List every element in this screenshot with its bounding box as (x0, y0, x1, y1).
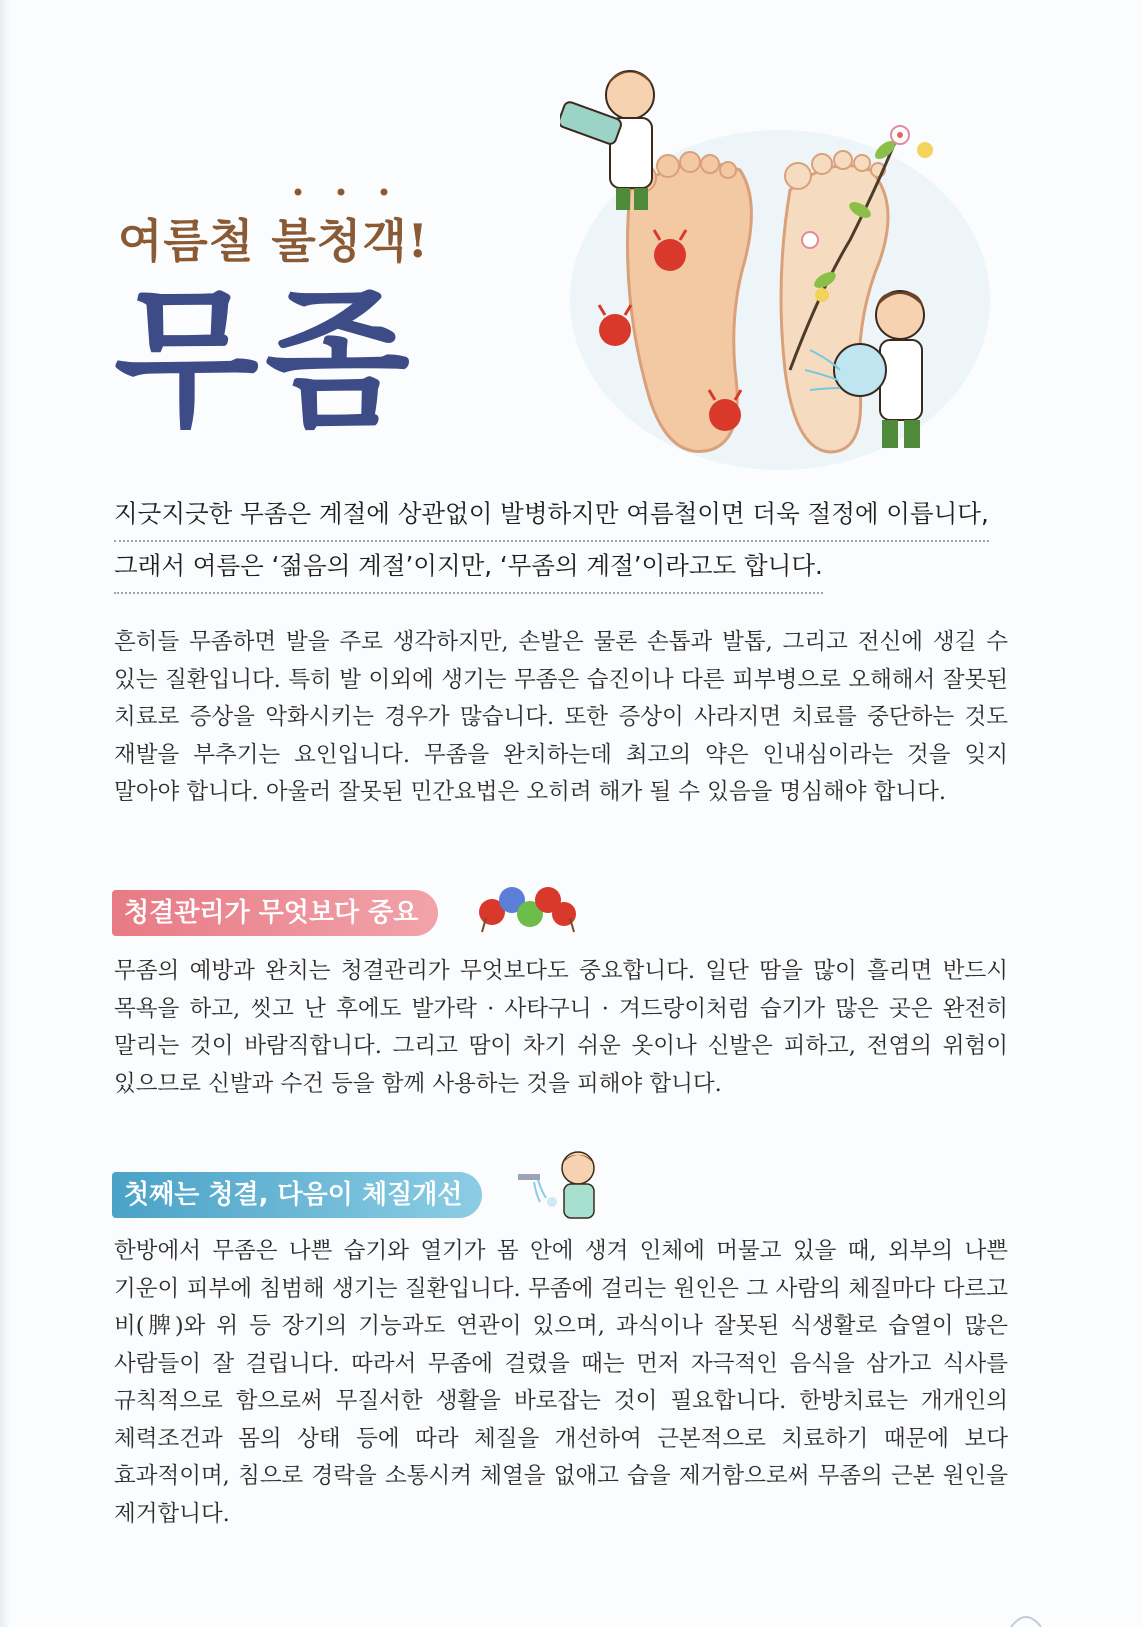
page-edge (0, 0, 10, 1627)
lead-paragraph (114, 490, 1014, 594)
lead-line: 그래서 여름은 ‘젊음의 계절’이지만, ‘무좀의 계절’이라고도 합니다. (114, 542, 823, 594)
lead-line: 지긋지긋한 무좀은 계절에 상관없이 발병하지만 여름철이면 더욱 절정에 이릅니다, (114, 490, 989, 542)
doctor-with-tube-illustration (560, 71, 654, 210)
section-heading-hygiene: 청결관리가 무엇보다 중요 (112, 890, 438, 936)
kicker-heading: 여름철 불청객! (118, 214, 429, 268)
emphasis-dots (292, 186, 402, 198)
germ-group-illustration (472, 872, 580, 940)
section-heading-constitution: 첫째는 청결, 다음이 체질개선 (112, 1172, 482, 1218)
intro-paragraph: 흔히들 무좀하면 발을 주로 생각하지만, 손발은 물론 손톱과 발톱, 그리고 전신에 생길 수 있는 질환입니다. 특히 발 이외에 생기는 무좀은 습진이나 다른 피부병으로 오해해서 잘못된 치료로 증상을 악화시키는 경우가 많습니다. 또한 증상이 사라지면 치료를 중단하는 것도 재발을 부추기는 요인입니다. 무좀을 완치하는데 최고의 약은 인내심이라는 것을 잊지 말아야 합니다. 아울러 잘못된 민간요법은 오히려 해가 될 수 있음을 명심해야 합니다. (114, 629, 1008, 805)
page-title: 무좀 (114, 274, 416, 448)
section-paragraph-constitution: 한방에서 무좀은 나쁜 습기와 열기가 몸 안에 생겨 인체에 머물고 있을 때, 외부의 나쁜 기운이 피부에 침범해 생기는 질환입니다. 무좀에 걸리는 원인은 그 사람의 체질마다 다르고 비(脾)와 위 등 장기의 기능과도 연관이 있으며, 과식이나 잘못된 식생활로 습열이 많은 사람들이 잘 걸립니다. 따라서 무좀에 걸렸을 때는 먼저 자극적인 음식을 삼가고 식사를 규칙적으로 함으로써 무질서한 생활을 바로잡는 것이 필요합니다. 한방치료는 개개인의 체력조건과 몸의 상태 등에 따라 체질을 개선하여 근본적으로 치료하기 때문에 보다 효과적이며, 침으로 경락을 소통시켜 체열을 없애고 습을 제거함으로써 무좀의 근본 원인을 제거합니다. (114, 1238, 1008, 1527)
feet-illustration (560, 40, 1000, 480)
section-paragraph-hygiene: 무좀의 예방과 완치는 청결관리가 무엇보다도 중요합니다. 일단 땀을 많이 흘리면 반드시 목욕을 하고, 씻고 난 후에도 발가락 · 사타구니 · 겨드랑이처럼 습기가 많은 곳은 완전히 말리는 것이 바람직합니다. 그리고 땀이 차기 쉬운 옷이나 신발은 피하고, 전염의 위험이 있으므로 신발과 수건 등을 함께 사용하는 것을 피해야 합니다. (114, 958, 1008, 1097)
doctor-washing-illustration (512, 1146, 620, 1226)
page-curl-decoration (1009, 1613, 1043, 1627)
